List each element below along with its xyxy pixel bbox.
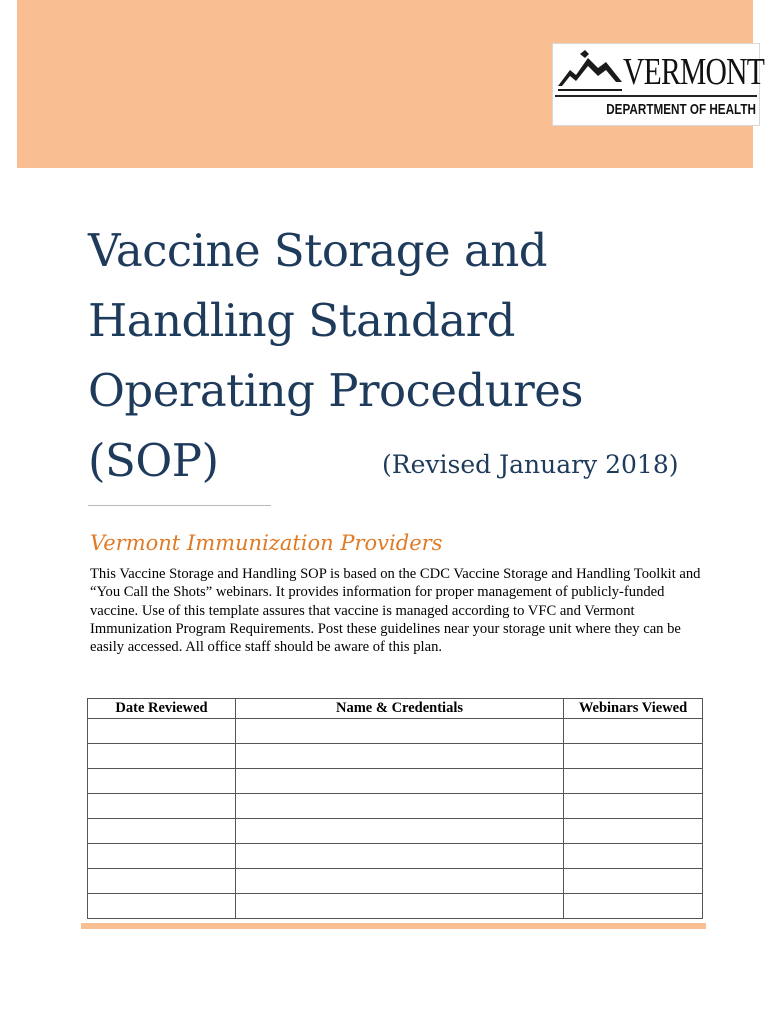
table-row [88, 869, 703, 894]
name-credentials-cell[interactable] [236, 894, 564, 919]
table-header-row [88, 699, 703, 719]
title-line: Vaccine Storage and [88, 224, 548, 277]
name-credentials-cell[interactable] [236, 769, 564, 794]
webinars-viewed-cell[interactable] [564, 744, 703, 769]
table-row [88, 819, 703, 844]
date-reviewed-cell[interactable] [88, 769, 236, 794]
title-line: Handling Standard [88, 294, 515, 347]
footer-divider [81, 923, 706, 929]
name-credentials-cell[interactable] [236, 794, 564, 819]
logo-divider [555, 95, 757, 97]
date-reviewed-cell[interactable] [88, 744, 236, 769]
webinars-viewed-cell[interactable] [564, 869, 703, 894]
revision-date: (Revised January 2018) [382, 450, 679, 479]
webinars-viewed-cell[interactable] [564, 719, 703, 744]
document-subtitle: Vermont Immunization Providers [90, 531, 443, 555]
webinars-viewed-cell[interactable] [564, 844, 703, 869]
name-credentials-cell[interactable] [236, 819, 564, 844]
name-credentials-cell[interactable] [236, 719, 564, 744]
mountain-logo-icon [556, 48, 624, 94]
column-header-name-credentials: Name & Credentials [236, 699, 564, 719]
review-log-table [87, 698, 703, 919]
date-reviewed-cell[interactable] [88, 869, 236, 894]
title-line: Operating Procedures [88, 364, 583, 417]
logo-department-label: DEPARTMENT OF HEALTH [606, 101, 756, 118]
name-credentials-cell[interactable] [236, 869, 564, 894]
name-credentials-cell[interactable] [236, 844, 564, 869]
date-reviewed-cell[interactable] [88, 719, 236, 744]
webinars-viewed-cell[interactable] [564, 819, 703, 844]
column-header-webinars-viewed: Webinars Viewed [564, 699, 703, 719]
table-row [88, 894, 703, 919]
table-row [88, 744, 703, 769]
title-line: (SOP) [88, 434, 219, 487]
name-credentials-cell[interactable] [236, 744, 564, 769]
logo-vermont-wordmark: VERMONT [623, 51, 765, 93]
date-reviewed-cell[interactable] [88, 794, 236, 819]
date-reviewed-cell[interactable] [88, 844, 236, 869]
vermont-health-logo [552, 43, 765, 126]
header-band [17, 0, 765, 168]
date-reviewed-cell[interactable] [88, 894, 236, 919]
intro-paragraph: This Vaccine Storage and Handling SOP is based on the CDC Vaccine Storage and Handling Toolkit and “You Call the Shots” webinars. It provides information for proper management of publicly-funded vaccine. Use of this template assures that vaccine is managed according to VFC and Vermont Immunization Program Requirements. Post these guidelines near your storage unit where they can be easily accessed. All office staff should be aware of this plan. [90, 566, 701, 656]
table-row [88, 844, 703, 869]
table-row [88, 794, 703, 819]
title-divider [88, 505, 271, 506]
column-header-date-reviewed: Date Reviewed [88, 699, 236, 719]
date-reviewed-cell[interactable] [88, 819, 236, 844]
table-row [88, 719, 703, 744]
webinars-viewed-cell[interactable] [564, 894, 703, 919]
webinars-viewed-cell[interactable] [564, 769, 703, 794]
webinars-viewed-cell[interactable] [564, 794, 703, 819]
table-row [88, 769, 703, 794]
